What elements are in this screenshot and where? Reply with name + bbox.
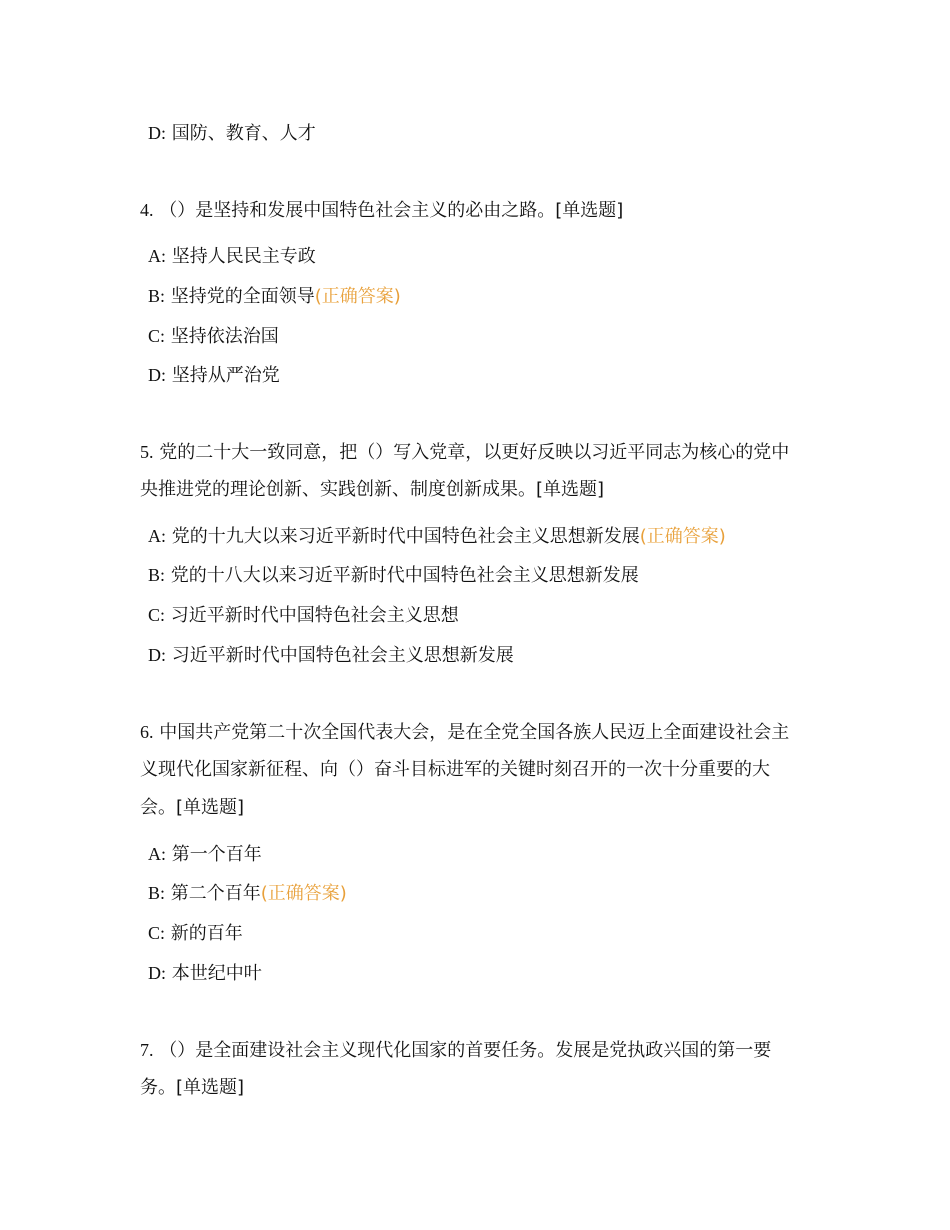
option-line xyxy=(148,643,514,668)
option-line xyxy=(148,961,262,986)
option-text: 国防、教育、人才 xyxy=(171,123,316,144)
option-text: 本世纪中叶 xyxy=(171,963,262,984)
option-line xyxy=(148,842,262,867)
option-letter: A: xyxy=(148,844,166,864)
question-number: 4. xyxy=(140,200,154,220)
question-text: （）是坚持和发展中国特色社会主义的必由之路。[单选题] xyxy=(159,200,624,221)
option-letter: B: xyxy=(148,883,166,903)
correct-answer-mark: (正确答案) xyxy=(639,526,726,547)
question-6-line-3 xyxy=(140,796,244,820)
option-letter: D: xyxy=(148,963,166,983)
option-letter: C: xyxy=(148,923,166,943)
option-line xyxy=(148,363,280,388)
question-text: 义现代化国家新征程、向（）奋斗目标进军的关键时刻召开的一次十分重要的大 xyxy=(140,759,770,780)
question-4-line-1 xyxy=(140,198,623,223)
correct-answer-mark: (正确答案) xyxy=(260,883,347,904)
question-5-line-1 xyxy=(140,440,789,465)
option-text: 坚持从严治党 xyxy=(171,365,280,386)
option-text: 习近平新时代中国特色社会主义思想新发展 xyxy=(171,645,514,666)
option-line xyxy=(148,921,243,946)
option-line xyxy=(148,244,316,269)
option-line xyxy=(148,324,279,349)
option-letter: A: xyxy=(148,526,166,546)
option-letter: D: xyxy=(148,123,166,143)
option-letter: B: xyxy=(148,286,166,306)
option-line xyxy=(148,603,459,628)
question-text: （）是全面建设社会主义现代化国家的首要任务。发展是党执政兴国的第一要 xyxy=(159,1040,772,1061)
option-letter: D: xyxy=(148,365,166,385)
option-letter: C: xyxy=(148,326,166,346)
option-letter: C: xyxy=(148,605,166,625)
question-6-line-1 xyxy=(140,720,789,745)
option-text: 党的十九大以来习近平新时代中国特色社会主义思想新发展 xyxy=(171,526,640,547)
option-line xyxy=(148,563,639,588)
question-text: 党的二十大一致同意，把（）写入党章，以更好反映以习近平同志为核心的党中 xyxy=(159,442,790,463)
question-number: 7. xyxy=(140,1040,154,1060)
question-6-line-2 xyxy=(140,758,770,782)
option-line xyxy=(148,524,726,549)
option-letter: A: xyxy=(148,246,166,266)
option-line xyxy=(148,284,401,309)
option-text: 新的百年 xyxy=(170,923,243,944)
option-letter: D: xyxy=(148,645,166,665)
question-number: 6. xyxy=(140,722,154,742)
question-text: 会。[单选题] xyxy=(140,797,245,818)
option-text: 坚持人民民主专政 xyxy=(171,246,316,267)
option-text: 第二个百年 xyxy=(170,883,261,904)
option-text: 习近平新时代中国特色社会主义思想 xyxy=(170,605,459,626)
question-text: 务。[单选题] xyxy=(140,1077,245,1098)
question-number: 5. xyxy=(140,442,154,462)
option-line xyxy=(148,881,347,906)
question-7-line-2 xyxy=(140,1076,244,1100)
option-text: 第一个百年 xyxy=(171,844,262,865)
question-5-line-2 xyxy=(140,478,604,502)
option-letter: B: xyxy=(148,565,166,585)
question-7-line-1 xyxy=(140,1038,771,1063)
correct-answer-mark: (正确答案) xyxy=(314,286,401,307)
option-text: 坚持依法治国 xyxy=(170,326,279,347)
question-text: 央推进党的理论创新、实践创新、制度创新成果。[单选题] xyxy=(140,479,605,500)
option-text: 坚持党的全面领导 xyxy=(170,286,315,307)
option-line xyxy=(148,121,316,146)
question-text: 中国共产党第二十次全国代表大会，是在全党全国各族人民迈上全面建设社会主 xyxy=(159,722,790,743)
option-text: 党的十八大以来习近平新时代中国特色社会主义思想新发展 xyxy=(170,565,639,586)
